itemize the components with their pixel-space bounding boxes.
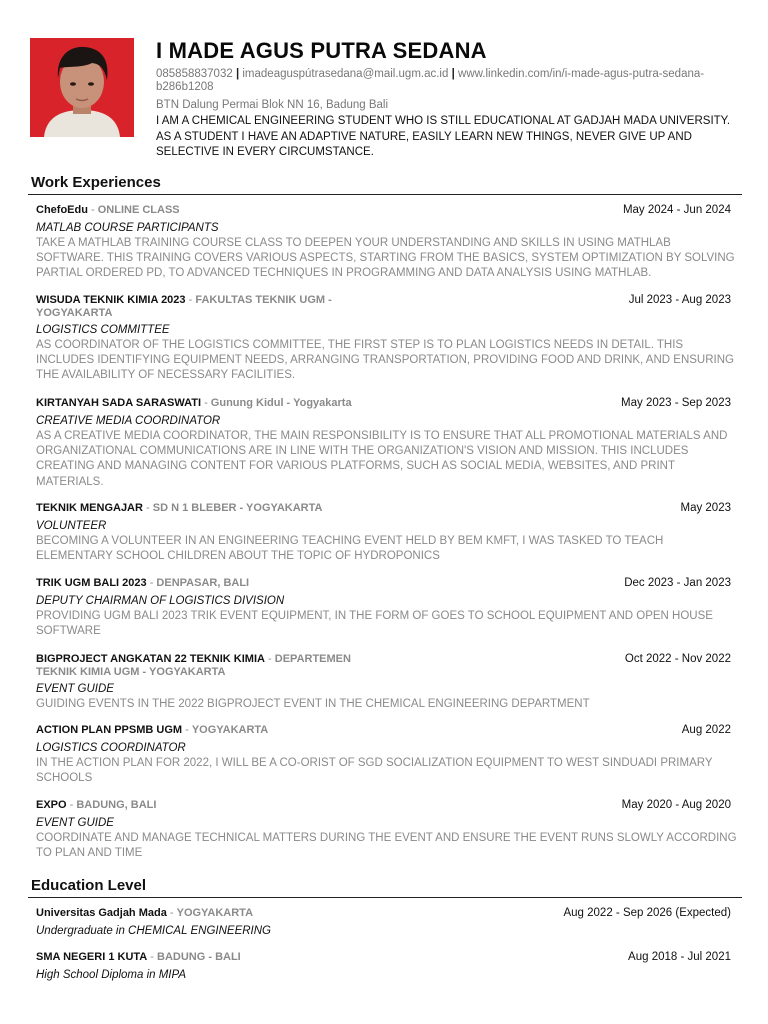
separator-dash: - [87, 204, 98, 216]
work-role: MATLAB COURSE PARTICIPANTS [36, 222, 219, 234]
work-org: TRIK UGM BALI 2023 [36, 577, 147, 589]
education-date: Aug 2022 - Sep 2026 (Expected) [563, 907, 731, 919]
school-location: YOGYAKARTA [176, 907, 254, 919]
resume-header [156, 38, 746, 161]
work-location: FAKULTAS TEKNIK UGM - [195, 294, 332, 306]
work-date: Jul 2023 - Aug 2023 [628, 294, 731, 306]
work-section-title: Work Experiences [31, 174, 161, 191]
education-date: Aug 2018 - Jul 2021 [628, 951, 731, 963]
separator-dash: - [142, 502, 153, 514]
work-entry [36, 577, 736, 639]
profile-photo [30, 38, 134, 137]
work-location: BADUNG, BALI [76, 799, 157, 811]
linkedin-link[interactable]: www.linkedin.com/in/i-made-agus-putra-sedana-b286b1208 [156, 68, 705, 93]
work-description: TAKE A MATHLAB TRAINING COURSE CLASS TO DEEPEN YOUR UNDERSTANDING AND SKILLS IN USING MATHLAB SOFTWARE. THIS TRAINING COVERS VARIOUS ASPECTS, STARTING FROM THE BASICS, SYSTEM OPTIMIZATION BY SOLVING PARTIAL ORDERED PD, TO ADVANCED TECHNIQUES IN PROGRAMMING AND DATA ANALYSIS USING MATHLAB. [36, 237, 735, 280]
work-org: EXPO [36, 799, 67, 811]
work-entry [36, 799, 736, 861]
work-entry [36, 204, 736, 282]
work-description: AS A CREATIVE MEDIA COORDINATOR, THE MAIN RESPONSIBILITY IS TO ENSURE THAT ALL PROMOTIONAL MATERIALS AND ORGANIZATIONAL COMMUNICATIONS ARE IN LINE WITH THE ORGANIZATION'S VISION AND MISSION. THIS INCLUDES CREATING AND MANAGING CONTENT FOR VARIOUS PLATFORMS, SUCH AS SOCIAL MEDIA, WEBSITES, AND PRINT MATERIALS. [36, 430, 728, 488]
work-role: LOGISTICS COORDINATOR [36, 742, 186, 754]
separator-dash: - [201, 397, 211, 409]
work-location-continued: TEKNIK KIMIA UGM - YOGYAKARTA [36, 666, 226, 678]
email-link[interactable]: imadeaguspútrasedana@mail.ugm.ac.id [242, 68, 449, 80]
separator-dash: - [146, 577, 157, 589]
work-description: BECOMING A VOLUNTEER IN AN ENGINEERING TEACHING EVENT HELD BY BEM KMFT, I WAS TASKED TO TEACH ELEMENTARY SCHOOL CHILDREN ABOUT THE TOPIC OF HYDROPONICS [36, 535, 664, 563]
work-location: Gunung Kidul - Yogyakarta [210, 397, 352, 409]
contact-line [156, 68, 746, 94]
work-entry [36, 397, 736, 490]
degree: Undergraduate in CHEMICAL ENGINEERING [36, 925, 271, 937]
work-description: IN THE ACTION PLAN FOR 2022, I WILL BE A CO-ORIST OF SGD SOCIALIZATION EQUIPMENT TO WEST SINDUADI PRIMARY SCHOOLS [36, 757, 713, 785]
home-address: BTN Dalung Permai Blok NN 16, Badung Bali [156, 99, 389, 111]
work-entry [36, 294, 736, 384]
work-date: May 2023 [680, 502, 731, 514]
work-date: Aug 2022 [681, 724, 731, 736]
work-role: CREATIVE MEDIA COORDINATOR [36, 415, 221, 427]
work-location: YOGYAKARTA [191, 724, 269, 736]
work-org: TEKNIK MENGAJAR [36, 502, 143, 514]
education-section-title: Education Level [31, 877, 147, 894]
separator-dash: - [182, 724, 192, 736]
work-location-continued: YOGYAKARTA [36, 307, 113, 319]
work-org: ChefoEdu [36, 204, 88, 216]
separator-dash: - [185, 294, 196, 306]
person-portrait-icon [30, 38, 134, 137]
section-divider [28, 194, 742, 195]
work-role: DEPUTY CHAIRMAN OF LOGISTICS DIVISION [36, 595, 285, 607]
work-entry [36, 653, 736, 712]
work-entry [36, 502, 736, 564]
phone-number: 085858837032 [156, 68, 233, 80]
work-date: Oct 2022 - Nov 2022 [624, 653, 731, 665]
work-org: KIRTANYAH SADA SARASWATI [36, 397, 202, 409]
full-name: I MADE AGUS PUTRA SEDANA [156, 38, 487, 63]
separator-dash: - [264, 653, 275, 665]
work-role: LOGISTICS COMMITTEE [36, 324, 170, 336]
work-description: AS COORDINATOR OF THE LOGISTICS COMMITTEE, THE FIRST STEP IS TO PLAN LOGISTICS NEEDS IN DETAIL. THIS INCLUDES IDENTIFYING EQUIPMENT NEEDS, ARRANGING TRANSPORTATION, PROVIDING FOOD AND DRINK, AND ENSURING THE AVAILABILITY OF NECESSARY FACILITIES. [36, 339, 734, 382]
work-description: COORDINATE AND MANAGE TECHNICAL MATTERS DURING THE EVENT AND ENSURE THE EVENT RUNS SLOWLY ACCORDING TO PLAN AND TIME [36, 832, 737, 860]
school-name: SMA NEGERI 1 KUTA [36, 951, 148, 963]
work-role: EVENT GUIDE [36, 817, 114, 829]
degree: High School Diploma in MIPA [36, 969, 186, 981]
education-entry [36, 907, 736, 938]
school-name: Universitas Gadjah Mada [36, 907, 167, 919]
profile-summary: I AM A CHEMICAL ENGINEERING STUDENT WHO IS STILL EDUCATIONAL AT GADJAH MADA UNIVERSITY. AS A STUDENT I HAVE AN ADAPTIVE NATURE, EASILY LEARN NEW THINGS, NEVER GIVE UP AND SELECTIVE IN EVERY CIRCUMSTANCE. [156, 115, 731, 158]
work-location: SD N 1 BLEBER - YOGYAKARTA [152, 502, 323, 514]
work-date: May 2023 - Sep 2023 [621, 397, 731, 409]
work-description: GUIDING EVENTS IN THE 2022 BIGPROJECT EVENT IN THE CHEMICAL ENGINEERING DEPARTMENT [36, 698, 590, 710]
contact-separator: | [451, 68, 455, 80]
work-date: May 2024 - Jun 2024 [622, 204, 731, 216]
education-entry [36, 951, 736, 982]
work-location: DENPASAR, BALI [156, 577, 250, 589]
school-location: BADUNG - BALI [157, 951, 241, 963]
separator-dash: - [147, 951, 158, 963]
separator-dash: - [166, 907, 177, 919]
work-location: ONLINE CLASS [97, 204, 180, 216]
work-org: ACTION PLAN PPSMB UGM [36, 724, 183, 736]
work-location: DEPARTEMEN [274, 653, 351, 665]
section-divider [28, 897, 742, 898]
work-role: EVENT GUIDE [36, 683, 114, 695]
work-role: VOLUNTEER [36, 520, 107, 532]
work-date: May 2020 - Aug 2020 [621, 799, 731, 811]
work-org: BIGPROJECT ANGKATAN 22 TEKNIK KIMIA [36, 653, 265, 665]
work-description: PROVIDING UGM BALI 2023 TRIK EVENT EQUIPMENT, IN THE FORM OF GOES TO SCHOOL EQUIPMENT AND OPEN HOUSE SOFTWARE [36, 610, 713, 638]
contact-separator: | [235, 68, 240, 80]
work-date: Dec 2023 - Jan 2023 [624, 577, 731, 589]
separator-dash: - [66, 799, 77, 811]
work-org: WISUDA TEKNIK KIMIA 2023 [36, 294, 186, 306]
work-entry [36, 724, 736, 786]
